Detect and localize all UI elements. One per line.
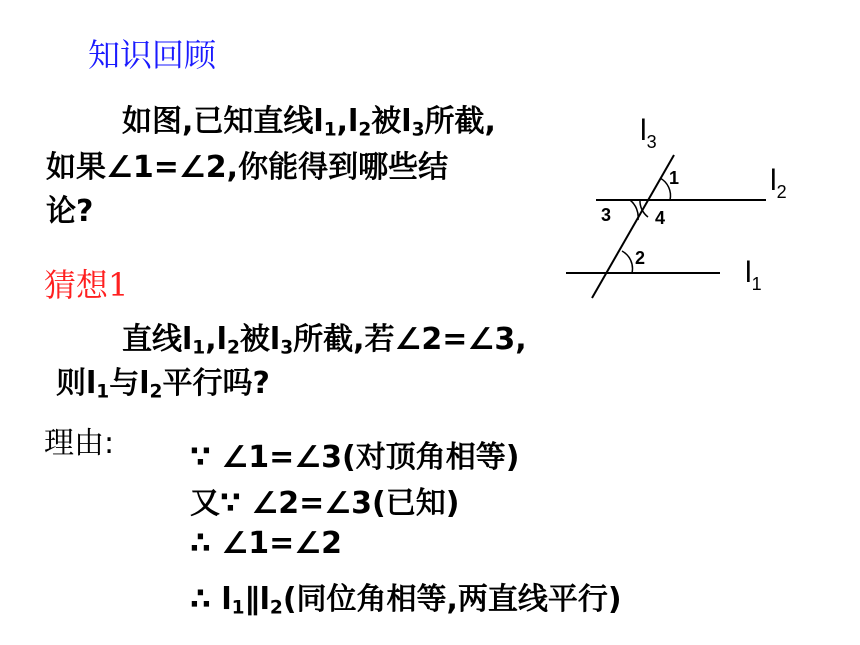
reason-label: 理由: (44, 426, 115, 461)
angle-3-arc (630, 200, 638, 220)
angle-4-label: 4 (655, 208, 666, 228)
angle-1-label: 1 (669, 168, 680, 188)
proof-step-4: ∴ $l_1\parallel l_2$(同位角相等,两直线平行) (190, 582, 622, 619)
proof-step-2: 又∵ ∠2=∠3(已知) (190, 486, 460, 521)
proof-step-3: ∴ ∠1=∠2 (190, 526, 342, 561)
angle-2-arc (622, 251, 632, 273)
label-l1: $l_1$ (745, 256, 762, 294)
conjecture-label: 猜想1 (44, 266, 129, 304)
intro-line-3: 论? (46, 194, 94, 229)
label-l2: $l_2$ (770, 164, 787, 202)
intro-line-2: 如果∠1=∠2,你能得到哪些结 (46, 150, 449, 185)
conjecture-line-2: 则$l_1$与$l_2$平行吗? (56, 366, 270, 403)
label-l3: $l_3$ (640, 114, 657, 152)
proof-step-1: ∵ ∠1=∠3(对顶角相等) (190, 440, 520, 475)
intro-line-1: 如图,已知直线$l_1,l_2$被$l_3$所截, (122, 104, 496, 141)
page-title: 知识回顾 (88, 36, 217, 74)
angle-2-label: 2 (635, 248, 646, 268)
conjecture-line-1: 直线$l_1,l_2$被$l_3$所截,若∠2=∠3, (122, 322, 527, 359)
angle-3-label: 3 (601, 205, 612, 225)
